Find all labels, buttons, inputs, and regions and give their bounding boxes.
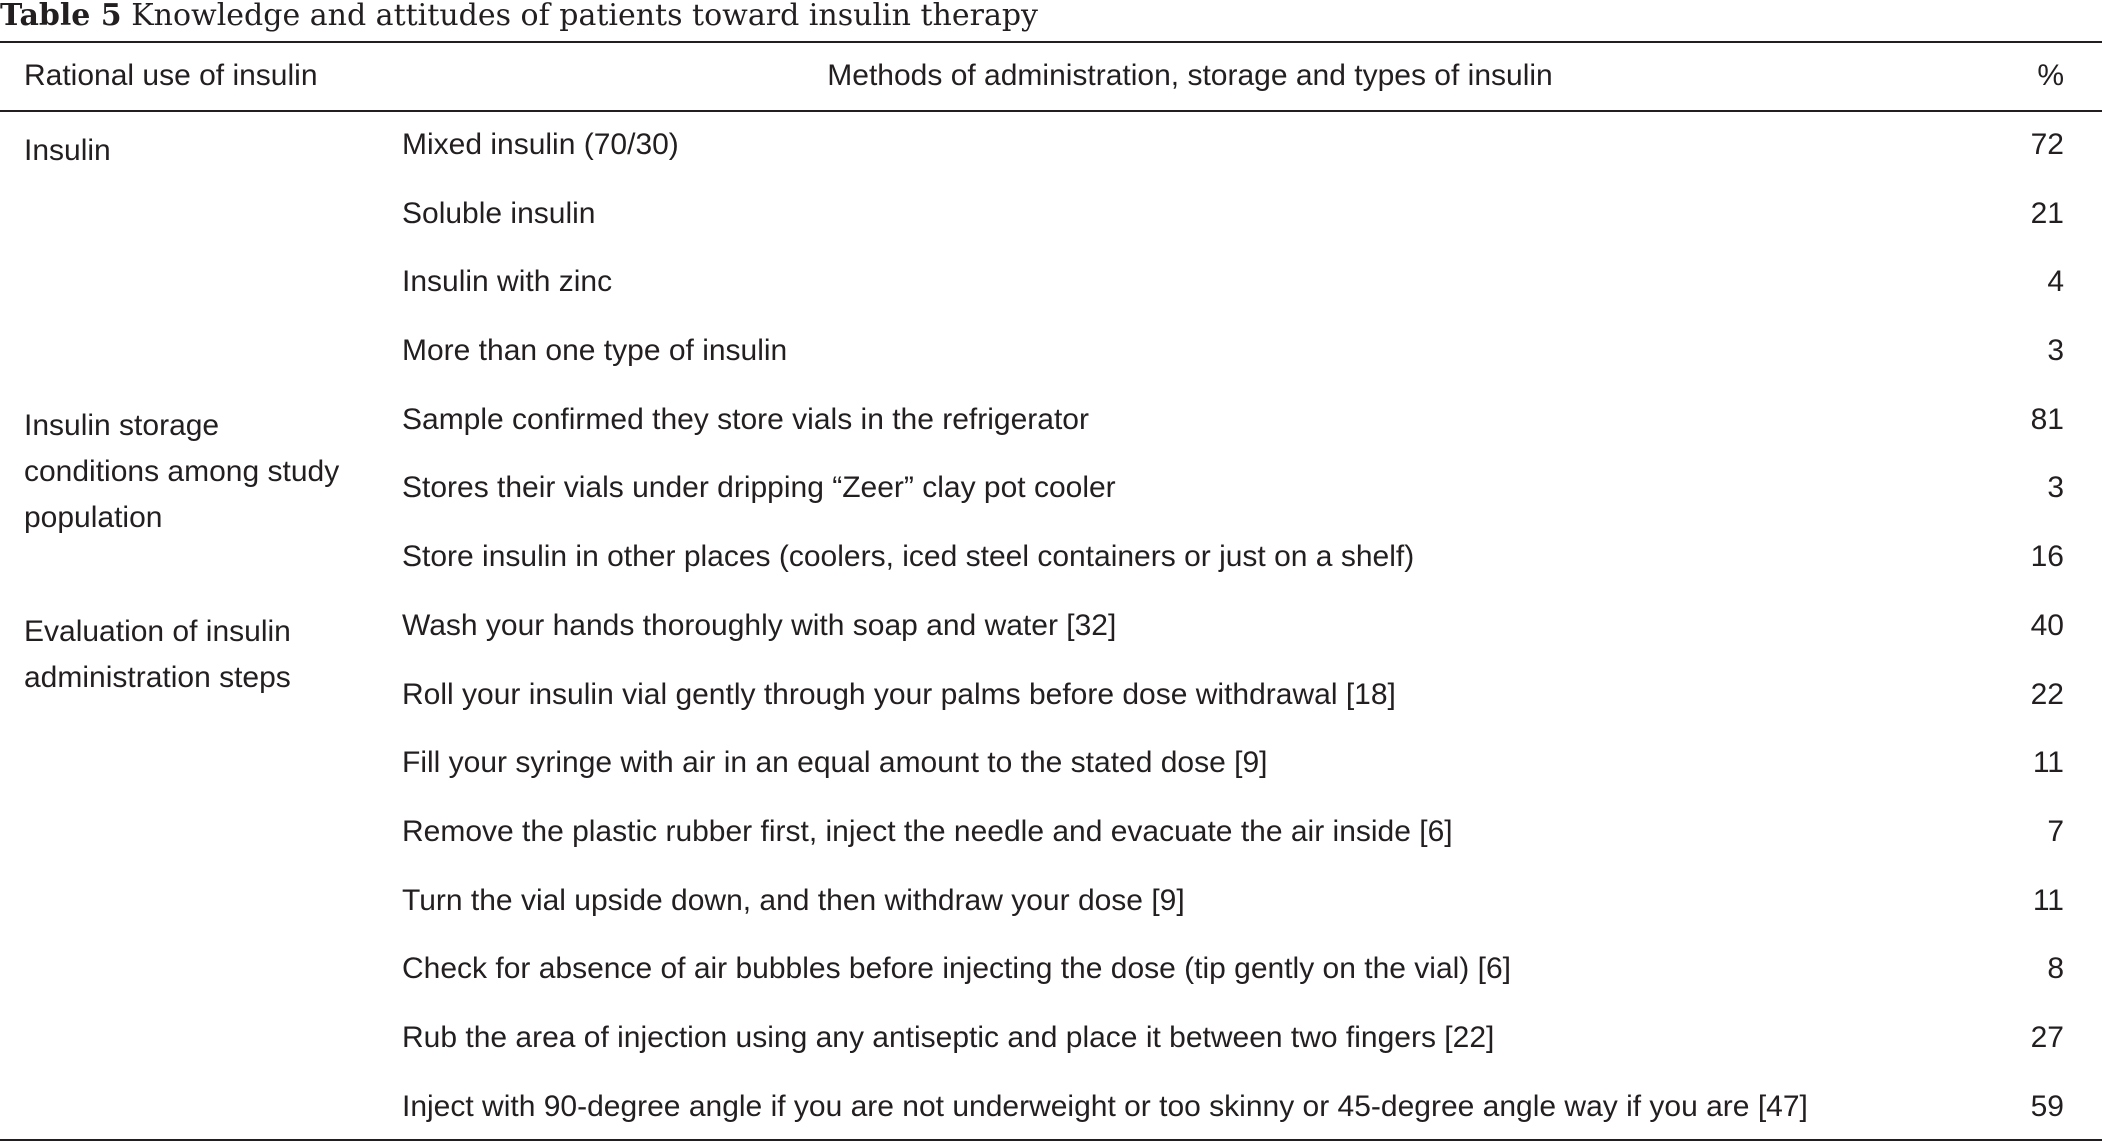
method-cell: More than one type of insulin — [402, 334, 788, 368]
table-row — [0, 524, 2102, 593]
table-row — [0, 318, 2102, 387]
table-row — [0, 730, 2102, 799]
table-row — [0, 799, 2102, 868]
table-row — [0, 1074, 2102, 1143]
table-group — [0, 112, 2102, 387]
table-row — [0, 1005, 2102, 1074]
method-cell: Mixed insulin (70/30) — [402, 128, 679, 161]
percent-cell: 72 — [2030, 128, 2064, 161]
percent-cell: 3 — [2047, 471, 2064, 505]
method-cell: Inject with 90-degree angle if you are not underweight or too skinny or 45-degree angle way if you are [47] — [402, 1089, 1808, 1123]
percent-cell: 3 — [2047, 334, 2064, 368]
table-row — [0, 662, 2102, 731]
category-cell: Insulin — [24, 134, 111, 167]
table-group — [0, 387, 2102, 593]
percent-cell: 27 — [2030, 1021, 2064, 1055]
percent-cell: 22 — [2030, 677, 2064, 711]
table-caption — [0, 0, 1038, 34]
table-row — [0, 387, 2102, 456]
method-cell: Soluble insulin — [402, 196, 596, 230]
column-header-percent: % — [2037, 59, 2064, 92]
percent-cell: 16 — [2030, 540, 2064, 574]
method-cell: Fill your syringe with air in an equal amount to the stated dose [9] — [402, 746, 1268, 780]
percent-cell: 4 — [2047, 265, 2064, 299]
table-header — [0, 43, 2102, 110]
percent-cell: 11 — [2032, 746, 2064, 780]
table-row — [0, 455, 2102, 524]
method-cell: Insulin with zinc — [402, 265, 613, 299]
table-row — [0, 936, 2102, 1005]
percent-cell: 21 — [2030, 196, 2064, 230]
method-cell: Wash your hands thoroughly with soap and water [32] — [402, 608, 1117, 642]
column-header-category: Rational use of insulin — [24, 59, 318, 92]
method-cell: Stores their vials under dripping “Zeer” clay pot cooler — [402, 471, 1116, 505]
method-cell: Remove the plastic rubber first, inject the needle and evacuate the air inside [6] — [402, 814, 1453, 848]
table-row — [0, 593, 2102, 662]
method-cell: Store insulin in other places (coolers, iced steel containers or just on a shelf) — [402, 540, 1415, 574]
percent-cell: 11 — [2032, 883, 2064, 917]
table-row — [0, 249, 2102, 318]
table-row — [0, 181, 2102, 250]
table-group — [0, 593, 2102, 1143]
percent-cell: 59 — [2030, 1089, 2064, 1123]
table-title: Knowledge and attitudes of patients toward insulin therapy — [131, 0, 1039, 33]
method-cell: Turn the vial upside down, and then withdraw your dose [9] — [402, 883, 1185, 917]
percent-cell: 7 — [2047, 814, 2064, 848]
table-number: Table 5 — [0, 0, 122, 33]
percent-cell: 8 — [2047, 952, 2064, 986]
method-cell: Sample confirmed they store vials in the refrigerator — [402, 402, 1089, 436]
column-header-method: Methods of administration, storage and types of insulin — [827, 59, 1553, 92]
table-row — [0, 868, 2102, 937]
table-row — [0, 112, 2102, 181]
method-cell: Rub the area of injection using any antiseptic and place it between two fingers [22] — [402, 1021, 1495, 1055]
category-cell: Evaluation of insulin administration steps — [24, 614, 291, 694]
percent-cell: 40 — [2030, 608, 2064, 642]
method-cell: Check for absence of air bubbles before injecting the dose (tip gently on the vial) [6] — [402, 952, 1511, 986]
category-cell: Insulin storage conditions among study population — [24, 408, 340, 534]
percent-cell: 81 — [2030, 402, 2064, 436]
method-cell: Roll your insulin vial gently through your palms before dose withdrawal [18] — [402, 677, 1396, 711]
